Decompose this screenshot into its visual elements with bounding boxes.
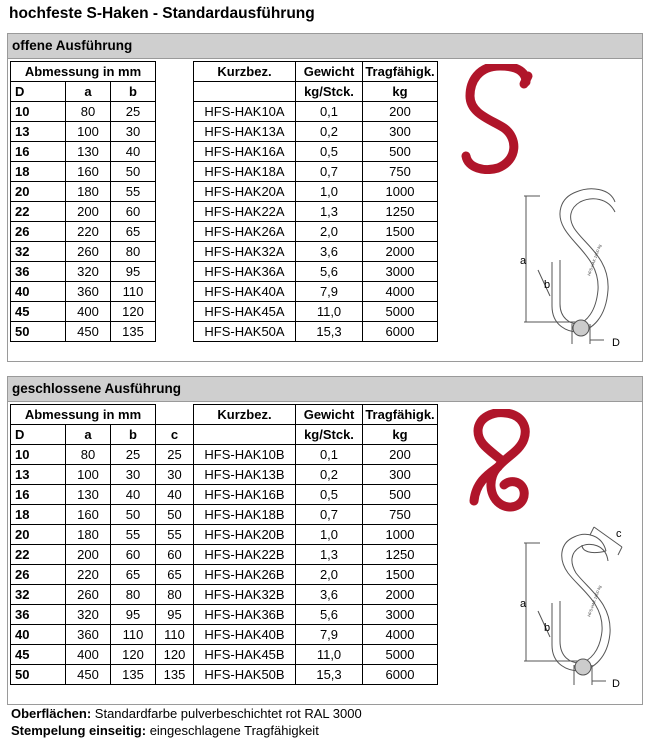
cell-gap [156,182,194,202]
cell-b: 30 [111,465,156,485]
table-row [11,242,438,262]
cell-gewicht: 5,6 [296,262,363,282]
cell-kurzbez: HFS-HAK50A [194,322,296,342]
cell-kurzbez: HFS-HAK18B [194,505,296,525]
cell-a: 400 [66,302,111,322]
cell-b: 40 [111,485,156,505]
cell-kurzbez: HFS-HAK45B [194,645,296,665]
cell-trag: 1500 [363,222,438,242]
section-heading-open: offene Ausführung [8,34,642,59]
cell-c: 25 [156,445,194,465]
surface-text: Standardfarbe pulverbeschichtet rot RAL 3000 [91,706,362,721]
cell-D: 45 [11,645,66,665]
closed-hook-drawing [520,525,632,700]
cell-D: 10 [11,102,66,122]
table-row [11,565,438,585]
cell-trag: 2000 [363,585,438,605]
cell-D: 13 [11,465,66,485]
cell-D: 22 [11,202,66,222]
cell-gewicht: 1,0 [296,525,363,545]
cell-a: 180 [66,182,111,202]
cell-kurzbez: HFS-HAK10A [194,102,296,122]
cell-trag: 3000 [363,605,438,625]
cell-b: 95 [111,262,156,282]
s-hook-drawing-icon [520,184,632,354]
cell-c: 80 [156,585,194,605]
cell-a: 80 [66,102,111,122]
cell-gewicht: 11,0 [296,302,363,322]
cell-a: 260 [66,242,111,262]
cell-kurzbez: HFS-HAK16A [194,142,296,162]
cell-trag: 4000 [363,625,438,645]
table-row [11,102,438,122]
cell-D: 45 [11,302,66,322]
footer-stamp [11,723,319,738]
cell-a: 130 [66,485,111,505]
cell-a: 320 [66,605,111,625]
cell-gewicht: 11,0 [296,645,363,665]
cell-kurzbez: HFS-HAK40B [194,625,296,645]
cell-gewicht: 7,9 [296,282,363,302]
cell-c: 65 [156,565,194,585]
cell-gap [156,142,194,162]
cell-gap [156,122,194,142]
stamp-label: Stempelung einseitig: [11,723,147,738]
cell-kurzbez: HFS-HAK18A [194,162,296,182]
cell-D: 50 [11,322,66,342]
cell-c: 60 [156,545,194,565]
cell-D: 40 [11,282,66,302]
s-hook-drawing-icon [520,525,632,695]
col-c: c [156,425,194,445]
cell-D: 40 [11,625,66,645]
cell-a: 200 [66,545,111,565]
cell-a: 360 [66,282,111,302]
header-kurzbez: Kurzbez. [194,62,296,82]
cell-b: 65 [111,222,156,242]
col-a: a [66,82,111,102]
table-row [11,485,438,505]
cell-a: 180 [66,525,111,545]
cell-kurzbez: HFS-HAK22B [194,545,296,565]
cell-b: 120 [111,302,156,322]
table-row [11,465,438,485]
header-tragfaehigkeit: Tragfähigk. [363,405,438,425]
table-row [11,525,438,545]
cell-a: 160 [66,162,111,182]
stamp-text: eingeschlagene Tragfähigkeit [146,723,319,738]
cell-trag: 3000 [363,262,438,282]
cell-D: 22 [11,545,66,565]
table-row [11,222,438,242]
cell-D: 32 [11,242,66,262]
table-row [11,585,438,605]
cell-gewicht: 0,7 [296,505,363,525]
table-row [11,625,438,645]
cell-D: 16 [11,142,66,162]
table-row [11,142,438,162]
cell-b: 25 [111,445,156,465]
cell-a: 320 [66,262,111,282]
header-dimension: Abmessung in mm [11,62,156,82]
cell-D: 20 [11,525,66,545]
cell-gap [156,222,194,242]
label-b: b [544,279,551,291]
cell-a: 360 [66,625,111,645]
cell-trag: 200 [363,102,438,122]
col-a: a [66,425,111,445]
cell-trag: 300 [363,465,438,485]
cell-b: 60 [111,202,156,222]
cell-trag: 300 [363,122,438,142]
cell-a: 220 [66,222,111,242]
cell-gap [156,302,194,322]
open-hook-image [448,64,538,179]
cell-a: 260 [66,585,111,605]
cell-trag: 200 [363,445,438,465]
cell-gewicht: 1,0 [296,182,363,202]
cell-D: 13 [11,122,66,142]
cell-gewicht: 0,1 [296,102,363,122]
cell-c: 95 [156,605,194,625]
unit-trag: kg [363,425,438,445]
section-open [7,33,643,362]
table-row [11,322,438,342]
cell-c: 50 [156,505,194,525]
cell-b: 50 [111,505,156,525]
s-hook-open-icon [448,64,538,174]
cell-trag: 500 [363,142,438,162]
col-D: D [11,425,66,445]
cell-c: 120 [156,645,194,665]
table-row [11,605,438,625]
cell-kurzbez: HFS-HAK13A [194,122,296,142]
cell-b: 120 [111,645,156,665]
cell-trag: 500 [363,485,438,505]
cell-gewicht: 0,1 [296,445,363,465]
cell-b: 55 [111,525,156,545]
table-row [11,302,438,322]
cell-b: 25 [111,102,156,122]
cell-a: 220 [66,565,111,585]
cell-kurzbez: HFS-HAK36B [194,605,296,625]
cell-gewicht: 7,9 [296,625,363,645]
cell-c: 55 [156,525,194,545]
label-D: D [612,678,620,690]
cell-a: 200 [66,202,111,222]
label-c: c [616,528,622,540]
cell-b: 30 [111,122,156,142]
cell-kurzbez: HFS-HAK26B [194,565,296,585]
cell-c: 135 [156,665,194,685]
table-row [11,665,438,685]
cell-a: 400 [66,645,111,665]
cell-gewicht: 0,5 [296,142,363,162]
cell-a: 130 [66,142,111,162]
label-b: b [544,622,551,634]
cell-c: 110 [156,625,194,645]
cell-a: 450 [66,665,111,685]
cell-D: 20 [11,182,66,202]
cell-gap [156,102,194,122]
cell-a: 80 [66,445,111,465]
cell-D: 32 [11,585,66,605]
cell-c: 40 [156,485,194,505]
cell-trag: 5000 [363,302,438,322]
cell-gap [156,262,194,282]
cell-D: 18 [11,162,66,182]
cell-trag: 750 [363,505,438,525]
section-heading-closed: geschlossene Ausführung [8,377,642,402]
cell-gewicht: 2,0 [296,565,363,585]
cell-gap [156,202,194,222]
cell-b: 95 [111,605,156,625]
cell-kurzbez: HFS-HAK10B [194,445,296,465]
cell-D: 36 [11,262,66,282]
cell-kurzbez: HFS-HAK22A [194,202,296,222]
unit-trag: kg [363,82,438,102]
header-gewicht: Gewicht [296,62,363,82]
cell-kurzbez: HFS-HAK20A [194,182,296,202]
table-row [11,282,438,302]
cell-kurzbez: HFS-HAK26A [194,222,296,242]
cell-b: 55 [111,182,156,202]
table-row [11,262,438,282]
cell-trag: 6000 [363,665,438,685]
table-closed [10,404,438,685]
cell-trag: 1000 [363,182,438,202]
unit-gewicht: kg/Stck. [296,82,363,102]
header-gewicht: Gewicht [296,405,363,425]
header-dimension: Abmessung in mm [11,405,156,425]
cell-gewicht: 2,0 [296,222,363,242]
closed-hook-image [448,409,538,524]
col-b: b [111,425,156,445]
cell-trag: 750 [363,162,438,182]
cell-gewicht: 0,2 [296,465,363,485]
table-open [10,61,438,342]
section-closed [7,376,643,705]
cell-trag: 1250 [363,202,438,222]
header-tragfaehigkeit: Tragfähigk. [363,62,438,82]
cell-gewicht: 0,5 [296,485,363,505]
cell-gewicht: 3,6 [296,585,363,605]
label-a: a [520,598,527,610]
cell-b: 80 [111,242,156,262]
cell-b: 80 [111,585,156,605]
table-row [11,645,438,665]
cell-b: 135 [111,322,156,342]
cell-c: 30 [156,465,194,485]
cell-D: 26 [11,222,66,242]
table-row [11,122,438,142]
cell-gap [156,242,194,262]
table-row [11,445,438,465]
cell-b: 65 [111,565,156,585]
unit-gewicht: kg/Stck. [296,425,363,445]
open-hook-drawing [520,184,632,359]
cell-kurzbez: HFS-HAK13B [194,465,296,485]
cell-a: 450 [66,322,111,342]
cell-gewicht: 0,2 [296,122,363,142]
cell-kurzbez: HFS-HAK40A [194,282,296,302]
col-D: D [11,82,66,102]
cell-kurzbez: HFS-HAK32A [194,242,296,262]
cell-kurzbez: HFS-HAK16B [194,485,296,505]
cell-trag: 2000 [363,242,438,262]
cell-D: 36 [11,605,66,625]
cell-gewicht: 1,3 [296,545,363,565]
cell-gewicht: 15,3 [296,322,363,342]
cell-gap [156,282,194,302]
cell-b: 60 [111,545,156,565]
cell-trag: 1000 [363,525,438,545]
cell-gap [156,162,194,182]
table-row [11,162,438,182]
cell-trag: 4000 [363,282,438,302]
cell-gewicht: 1,3 [296,202,363,222]
cell-trag: 1500 [363,565,438,585]
cell-kurzbez: HFS-HAK50B [194,665,296,685]
cell-gap [156,322,194,342]
table-row [11,545,438,565]
footer-surface [11,706,362,721]
cell-trag: 5000 [363,645,438,665]
cell-gewicht: 0,7 [296,162,363,182]
cell-a: 100 [66,122,111,142]
cell-kurzbez: HFS-HAK32B [194,585,296,605]
cell-b: 40 [111,142,156,162]
cell-D: 50 [11,665,66,685]
surface-label: Oberflächen: [11,706,92,721]
header-kurzbez: Kurzbez. [194,405,296,425]
s-hook-closed-icon [448,409,538,519]
cell-D: 18 [11,505,66,525]
cell-b: 135 [111,665,156,685]
table-row [11,505,438,525]
label-D: D [612,337,620,349]
table-row [11,202,438,222]
cell-b: 110 [111,625,156,645]
cell-a: 100 [66,465,111,485]
cell-gewicht: 3,6 [296,242,363,262]
stamp-text: HFS-HAK 1000 kg [586,584,603,618]
cell-trag: 6000 [363,322,438,342]
cell-gewicht: 15,3 [296,665,363,685]
page-title: hochfeste S-Haken - Standardausführung [9,5,315,22]
cell-a: 160 [66,505,111,525]
cell-kurzbez: HFS-HAK36A [194,262,296,282]
cell-D: 10 [11,445,66,465]
cell-kurzbez: HFS-HAK20B [194,525,296,545]
stamp-text: HFS-HAK 1000 kg [586,243,603,277]
cell-b: 50 [111,162,156,182]
cell-kurzbez: HFS-HAK45A [194,302,296,322]
col-b: b [111,82,156,102]
label-a: a [520,255,527,267]
cell-D: 26 [11,565,66,585]
cell-D: 16 [11,485,66,505]
cell-b: 110 [111,282,156,302]
table-row [11,182,438,202]
cell-trag: 1250 [363,545,438,565]
cell-gewicht: 5,6 [296,605,363,625]
